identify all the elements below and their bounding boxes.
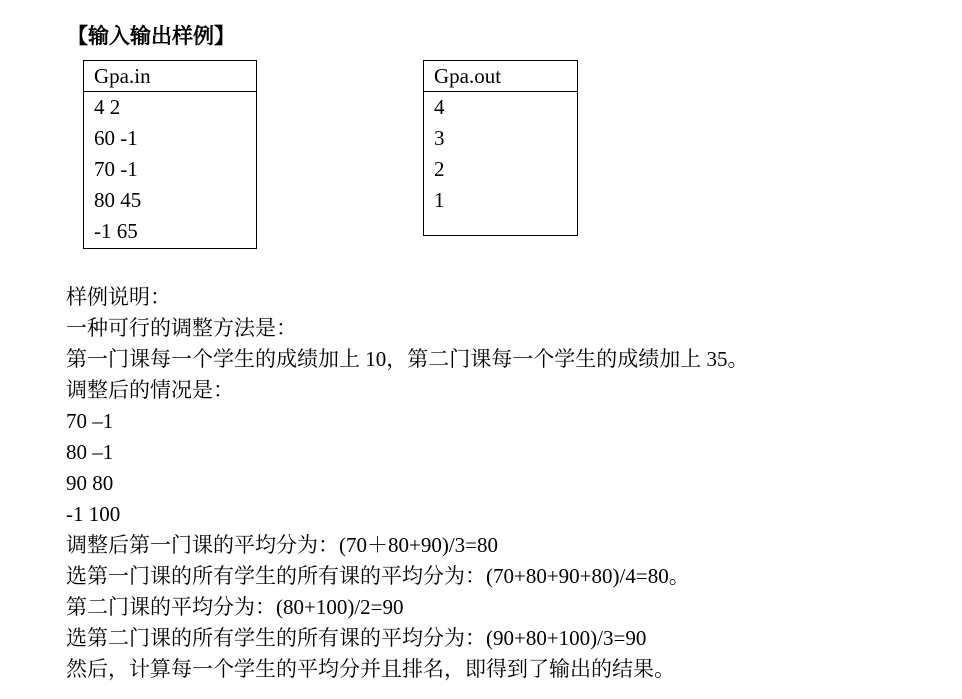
explanation-line: 80 –1 xyxy=(66,440,114,464)
explanation-line: 选第二门课的所有学生的所有课的平均分为：(90+80+100)/3=90 xyxy=(66,626,647,650)
explanation-line: 样例说明： xyxy=(66,285,171,309)
explanation-line: 第二门课的平均分为：(80+100)/2=90 xyxy=(66,595,404,619)
input-line: 4 2 xyxy=(94,95,121,119)
input-line: -1 65 xyxy=(94,219,138,243)
output-line: 4 xyxy=(434,95,445,119)
section-heading: 【输入输出样例】 xyxy=(67,24,235,48)
explanation-line: 90 80 xyxy=(66,471,114,495)
explanation-line: 一种可行的调整方法是： xyxy=(66,316,297,340)
sample-output-box xyxy=(423,60,578,236)
explanation-line: 调整后第一门课的平均分为：(70＋80+90)/3=80 xyxy=(66,533,499,557)
explanation-line: 调整后的情况是： xyxy=(66,378,234,402)
explanation-line: 选第一门课的所有学生的所有课的平均分为：(70+80+90+80)/4=80。 xyxy=(66,564,690,588)
output-line: 2 xyxy=(434,157,445,181)
output-file-name: Gpa.out xyxy=(424,61,577,92)
input-file-name: Gpa.in xyxy=(84,61,256,92)
explanation-line: -1 100 xyxy=(66,502,121,526)
explanation-line: 第一门课每一个学生的成绩加上 10，第二门课每一个学生的成绩加上 35。 xyxy=(66,347,749,371)
explanation-line: 70 –1 xyxy=(66,409,114,433)
input-line: 70 -1 xyxy=(94,157,138,181)
input-line: 60 -1 xyxy=(94,126,138,150)
input-line: 80 45 xyxy=(94,188,142,212)
sample-input-box xyxy=(83,60,257,249)
sample-explanation xyxy=(66,282,749,685)
output-line: 3 xyxy=(434,126,445,150)
output-line: 1 xyxy=(434,188,445,212)
explanation-line: 然后，计算每一个学生的平均分并且排名，即得到了输出的结果。 xyxy=(66,657,675,681)
